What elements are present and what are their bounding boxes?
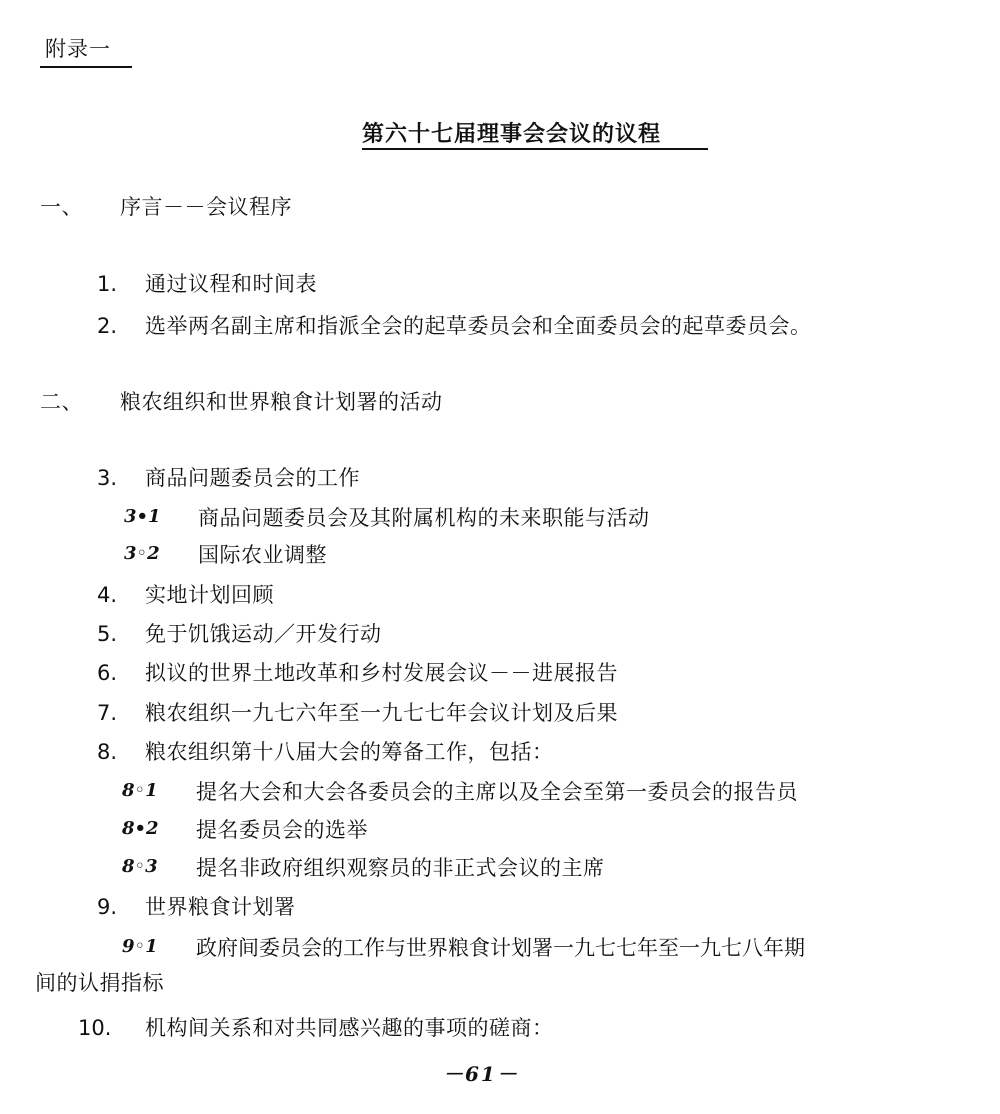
subitem-number: 3◦2 bbox=[124, 543, 160, 564]
section-title: 粮农组织和世界粮食计划署的活动 bbox=[120, 390, 443, 414]
document-title: 第六十七届理事会会议的议程 bbox=[362, 121, 662, 147]
section-number: 二、 bbox=[40, 390, 83, 414]
item-number: 3. bbox=[97, 466, 118, 490]
item-number: 8. bbox=[97, 740, 118, 764]
item-text: 商品问题委员会的工作 bbox=[145, 466, 360, 490]
item-text: 粮农组织一九七六年至一九七七年会议计划及后果 bbox=[145, 701, 618, 725]
item-text: 免于饥饿运动／开发行动 bbox=[145, 622, 382, 646]
item-number: 10. bbox=[78, 1016, 112, 1040]
subitem-text-continued: 间的认捐指标 bbox=[35, 971, 164, 995]
subitem-number: 9◦1 bbox=[122, 936, 158, 957]
subitem-text: 商品问题委员会及其附属机构的未来职能与活动 bbox=[198, 506, 650, 530]
item-number: 9. bbox=[97, 895, 118, 919]
item-number: 2. bbox=[97, 314, 118, 338]
page-number: －61－ bbox=[443, 1062, 519, 1086]
subitem-text: 提名非政府组织观察员的非正式会议的主席 bbox=[196, 856, 605, 880]
item-number: 4. bbox=[97, 583, 118, 607]
section-number: 一、 bbox=[40, 195, 83, 219]
item-number: 1. bbox=[97, 272, 118, 296]
subitem-number: 8•2 bbox=[122, 818, 159, 839]
item-text: 通过议程和时间表 bbox=[145, 272, 317, 296]
subitem-text: 政府间委员会的工作与世界粮食计划署一九七七年至一九七八年期 bbox=[196, 936, 805, 960]
subitem-text: 国际农业调整 bbox=[198, 543, 327, 567]
subitem-text: 提名大会和大会各委员会的主席以及全会至第一委员会的报告员 bbox=[196, 780, 798, 804]
title-underline bbox=[362, 148, 708, 150]
annex-label: 附录一 bbox=[45, 37, 111, 61]
item-number: 5. bbox=[97, 622, 118, 646]
section-title: 序言－－会议程序 bbox=[120, 195, 292, 219]
item-text: 粮农组织第十八届大会的筹备工作，包括： bbox=[145, 740, 554, 764]
item-text: 世界粮食计划署 bbox=[145, 895, 296, 919]
subitem-text: 提名委员会的选举 bbox=[196, 818, 368, 842]
subitem-number: 3•1 bbox=[124, 506, 161, 527]
item-text: 拟议的世界土地改革和乡村发展会议－－进展报告 bbox=[145, 661, 618, 685]
item-text: 实地计划回顾 bbox=[145, 583, 274, 607]
item-text: 选举两名副主席和指派全会的起草委员会和全面委员会的起草委员会。 bbox=[145, 314, 812, 338]
item-text: 机构间关系和对共同感兴趣的事项的磋商： bbox=[145, 1016, 554, 1040]
annex-underline bbox=[40, 66, 132, 68]
subitem-number: 8◦1 bbox=[122, 780, 158, 801]
item-number: 7. bbox=[97, 701, 118, 725]
item-number: 6. bbox=[97, 661, 118, 685]
subitem-number: 8◦3 bbox=[122, 856, 158, 877]
